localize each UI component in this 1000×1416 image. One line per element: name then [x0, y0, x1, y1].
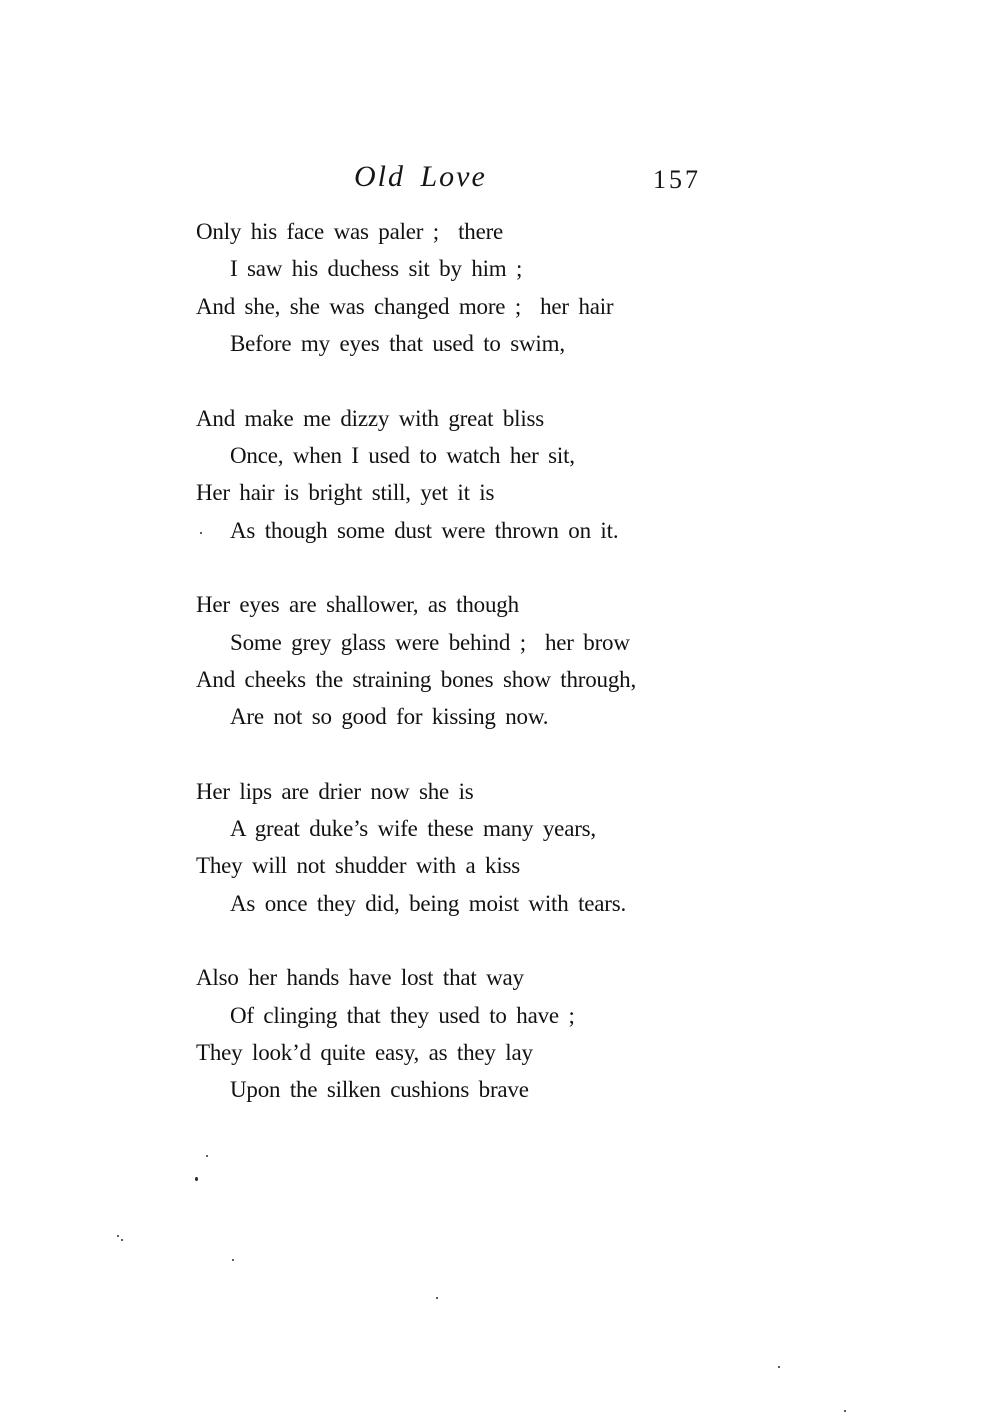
scan-speck: [232, 1259, 234, 1261]
stanza-3: [196, 586, 636, 736]
scan-speck: [195, 1177, 198, 1181]
poem-line: And she, she was changed more ; her hair: [196, 293, 614, 319]
poem-body: [196, 213, 636, 1146]
poem-line: Also her hands have lost that way: [196, 965, 524, 991]
poem-line: Her eyes are shallower, as though: [196, 592, 519, 618]
poem-line: Her hair is bright still, yet it is: [196, 480, 495, 506]
poem-line: Only his face was paler ; there: [196, 219, 504, 244]
poem-line: And make me dizzy with great bliss: [196, 405, 545, 431]
stanza-5: [196, 959, 636, 1109]
poem-line: As though some dust were thrown on it.: [230, 517, 619, 543]
poem-line: And cheeks the straining bones show through,: [196, 666, 636, 692]
scan-speck: [844, 1410, 846, 1412]
scan-speck: [778, 1366, 780, 1368]
scan-speck: [200, 532, 202, 534]
poem-line: Before my eyes that used to swim,: [230, 331, 565, 357]
scan-speck: [206, 1155, 208, 1157]
poem-line: Are not so good for kissing now.: [230, 704, 549, 730]
poem-line: They look’d quite easy, as they lay: [196, 1040, 533, 1066]
page-number: 157: [653, 165, 701, 194]
poem-line: Of clinging that they used to have ;: [230, 1002, 575, 1028]
poem-line: Upon the silken cushions brave: [230, 1077, 529, 1103]
scan-speck: [436, 1297, 438, 1299]
scan-speck: [117, 1235, 119, 1237]
stanza-2: [196, 400, 636, 550]
poem-line: They will not shudder with a kiss: [196, 853, 521, 879]
poem-line: I saw his duchess sit by him ;: [230, 256, 523, 282]
poem-line: Once, when I used to watch her sit,: [230, 442, 575, 468]
poem-line: Some grey glass were behind ; her brow: [230, 629, 630, 655]
stanza-1: [196, 213, 636, 363]
scan-speck: [121, 1239, 123, 1241]
poem-line: As once they did, being moist with tears.: [230, 890, 627, 916]
stanza-4: [196, 773, 636, 923]
running-header-title: Old Love: [354, 160, 487, 193]
poem-line: A great duke’s wife these many years,: [230, 816, 596, 842]
poem-line: Her lips are drier now she is: [196, 778, 474, 804]
